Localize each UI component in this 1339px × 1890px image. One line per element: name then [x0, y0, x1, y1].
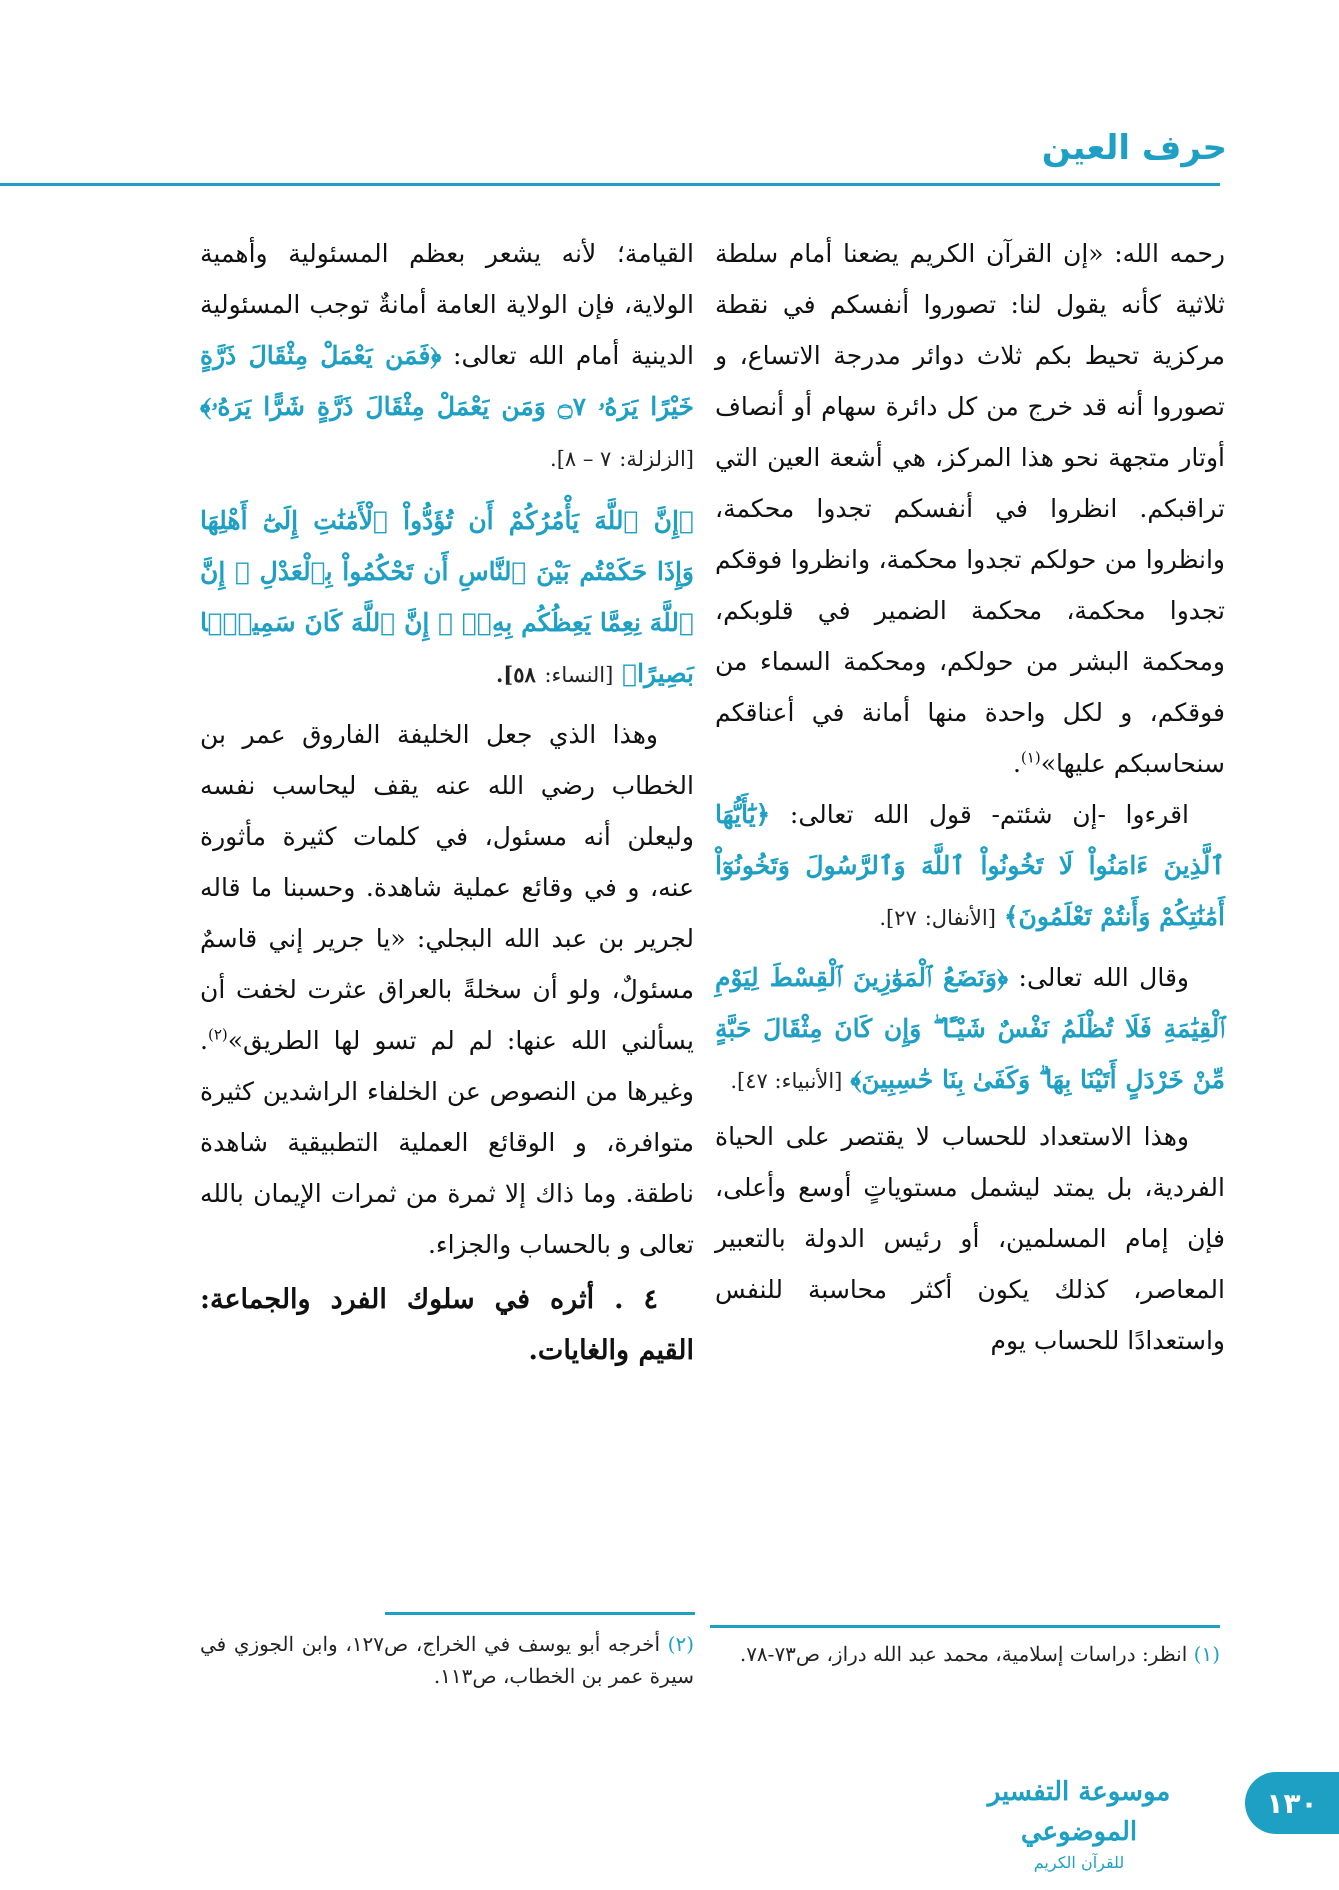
- verse-reference: [النساء:: [544, 663, 614, 687]
- verse-reference: ٧ – ٨].: [550, 447, 612, 471]
- logo-title: موسوعة التفسير الموضوعي: [987, 1777, 1171, 1847]
- footnote-marker[interactable]: (١): [1020, 748, 1041, 767]
- footnote-marker[interactable]: (٢): [207, 1025, 228, 1044]
- section-heading: [200, 1274, 694, 1376]
- quran-verse: ﴿فَمَن يَعْمَلْ مِثْقَالَ ذَرَّةٍ خَيْرًا يَرَهُۥ ۝٧ وَمَن يَعْمَلْ مِثْقَالَ ذَرَّةٍ شَرًّا يَرَهُۥ﴾: [200, 341, 694, 421]
- footnote-rule: [385, 1612, 695, 1615]
- paragraph-text: رحمه الله: «إن القرآن الكريم يضعنا أمام سلطة ثلاثية كأنه يقول لنا: تصوروا أنفسكم في نقطة مركزية تحيط بكم ثلاث دوائر مدرجة الاتساع، و تصوروا أنه قد خرج من كل دائرة سهام أو أنصاف أوتار متجهة نحو هذا المركز، هي أشعة العين التي تراقبكم. انظروا في أنفسكم تجدوا محكمة، وانظروا من حولكم تجدوا محكمة، وانظروا فوقكم تجدوا محكمة، محكمة الضمير في قلوبكم، ومحكمة البشر من حولكم، ومحكمة السماء من فوقكم، و لكل واحدة منها أمانة في أعناقكم سنحاسبكم عليها»: [715, 239, 1225, 778]
- header-rule: [0, 183, 1220, 186]
- quran-verse: ﴿يَٰٓأَيُّهَا ٱلَّذِينَ ءَامَنُواْ لَا تَخُونُواْ ٱللَّهَ وَٱلرَّسُولَ وَتَخُونُوٓاْ أَمَٰنَٰتِكُمْ وَأَنتُمْ تَعْلَمُونَ﴾: [715, 800, 1225, 931]
- paragraph-text: .: [1012, 749, 1021, 778]
- left-column: [200, 228, 694, 1376]
- paragraph-text: اقرءوا -إن شئتم- قول الله تعالى:: [789, 800, 1189, 829]
- footnote-text: أخرجه أبو يوسف في الخراج، ص١٢٧، وابن الجوزي في سيرة عمر بن الخطاب، ص١١٣.: [200, 1632, 694, 1688]
- paragraph-text: وهذا الاستعداد للحساب لا يقتصر على الحياة الفردية، بل يمتد ليشمل مستوياتٍ أوسع وأعلى، فإن إمام المسلمين، أو رئيس الدولة بالتعبير المعاصر، كذلك يكون أكثر محاسبة للنفس واستعدادًا للحساب يوم: [715, 1122, 1225, 1355]
- verse-reference: ٥٨].: [495, 662, 536, 687]
- paragraph-text: وقال الله تعالى:: [1018, 963, 1189, 992]
- paragraph-text: . وغيرها من النصوص عن الخلفاء الراشدين كثيرة متوافرة، و الوقائع العملية التطبيقية شاهدة ناطقة. وما ذاك إلا ثمرة من ثمرات الإيمان بالله تعالى و بالحساب والجزاء.: [200, 1026, 694, 1259]
- footnote-number: (١): [1193, 1642, 1220, 1666]
- paragraph: [715, 952, 1225, 1107]
- quran-verse: ﴿إِنَّ ٱللَّهَ يَأْمُرُكُمْ أَن تُؤَدُّواْ ٱلْأَمَٰنَٰتِ إِلَىٰٓ أَهْلِهَا وَإِذَا حَكَمْتُم بَيْنَ ٱلنَّاسِ أَن تَحْكُمُواْ بِٱلْعَدْلِ ۚ إِنَّ ٱللَّهَ نِعِمَّا يَعِظُكُم بِهِۦٓ ۗ إِنَّ ٱللَّهَ كَانَ سَمِيعًۢا بَصِيرًا﴾: [200, 506, 694, 688]
- verse-reference: [الأنبياء: ٤٧].: [730, 1069, 843, 1093]
- logo-subtitle: للقرآن الكريم: [1033, 1853, 1125, 1872]
- verse-reference: [الأنفال:: [924, 906, 996, 930]
- footnote: [710, 1638, 1220, 1670]
- verse-reference: ٢٧].: [879, 906, 917, 930]
- paragraph: [200, 228, 694, 485]
- footnote-text: انظر: دراسات إسلامية، محمد عبد الله دراز، ص٧٣-٧٨.: [739, 1642, 1188, 1666]
- quran-verse: ﴿وَنَضَعُ ٱلْمَوَٰزِينَ ٱلْقِسْطَ لِيَوْمِ ٱلْقِيَٰمَةِ فَلَا تُظْلَمُ نَفْسٌ شَيْـًٔا ۖ وَإِن كَانَ مِثْقَالَ حَبَّةٍ مِّنْ خَرْدَلٍ أَتَيْنَا بِهَا ۗ وَكَفَىٰ بِنَا حَٰسِبِينَ﴾: [715, 963, 1225, 1094]
- paragraph-text: القيامة؛ لأنه يشعر بعظم المسئولية وأهمية الولاية، فإن الولاية العامة أمانةٌ توجب المسئولية الدينية أمام الله تعالى:: [200, 239, 694, 370]
- footnote-rule: [710, 1625, 1220, 1628]
- right-column: [715, 228, 1225, 1366]
- verse-reference: [الزلزلة:: [619, 447, 694, 471]
- paragraph: [715, 789, 1225, 944]
- page-number: ١٣٠: [1245, 1772, 1339, 1834]
- paragraph: [200, 495, 694, 701]
- encyclopedia-logo: [934, 1772, 1224, 1872]
- paragraph-text: وهذا الذي جعل الخليفة الفاروق عمر بن الخطاب رضي الله عنه يقف ليحاسب نفسه وليعلن أنه مسئول، في كلمات كثيرة مأثورة عنه، و في وقائع عملية شاهدة. وحسبنا ما قاله لجرير بن عبد الله البجلي: «يا جرير إني قاسمٌ مسئولٌ، ولو أن سخلةً بالعراق عثرت لخفت أن يسألني الله عنها: لم لم تسو لها الطريق»: [200, 720, 694, 1055]
- footnote-number: (٢): [667, 1632, 695, 1656]
- paragraph: [200, 709, 694, 1270]
- heading-text: ٤ . أثره في سلوك الفرد والجماعة: القيم والغايات.: [200, 1284, 694, 1366]
- paragraph: [715, 228, 1225, 789]
- chapter-title: حرف العين: [1041, 128, 1227, 168]
- paragraph: [715, 1111, 1225, 1366]
- footnote: [200, 1628, 694, 1692]
